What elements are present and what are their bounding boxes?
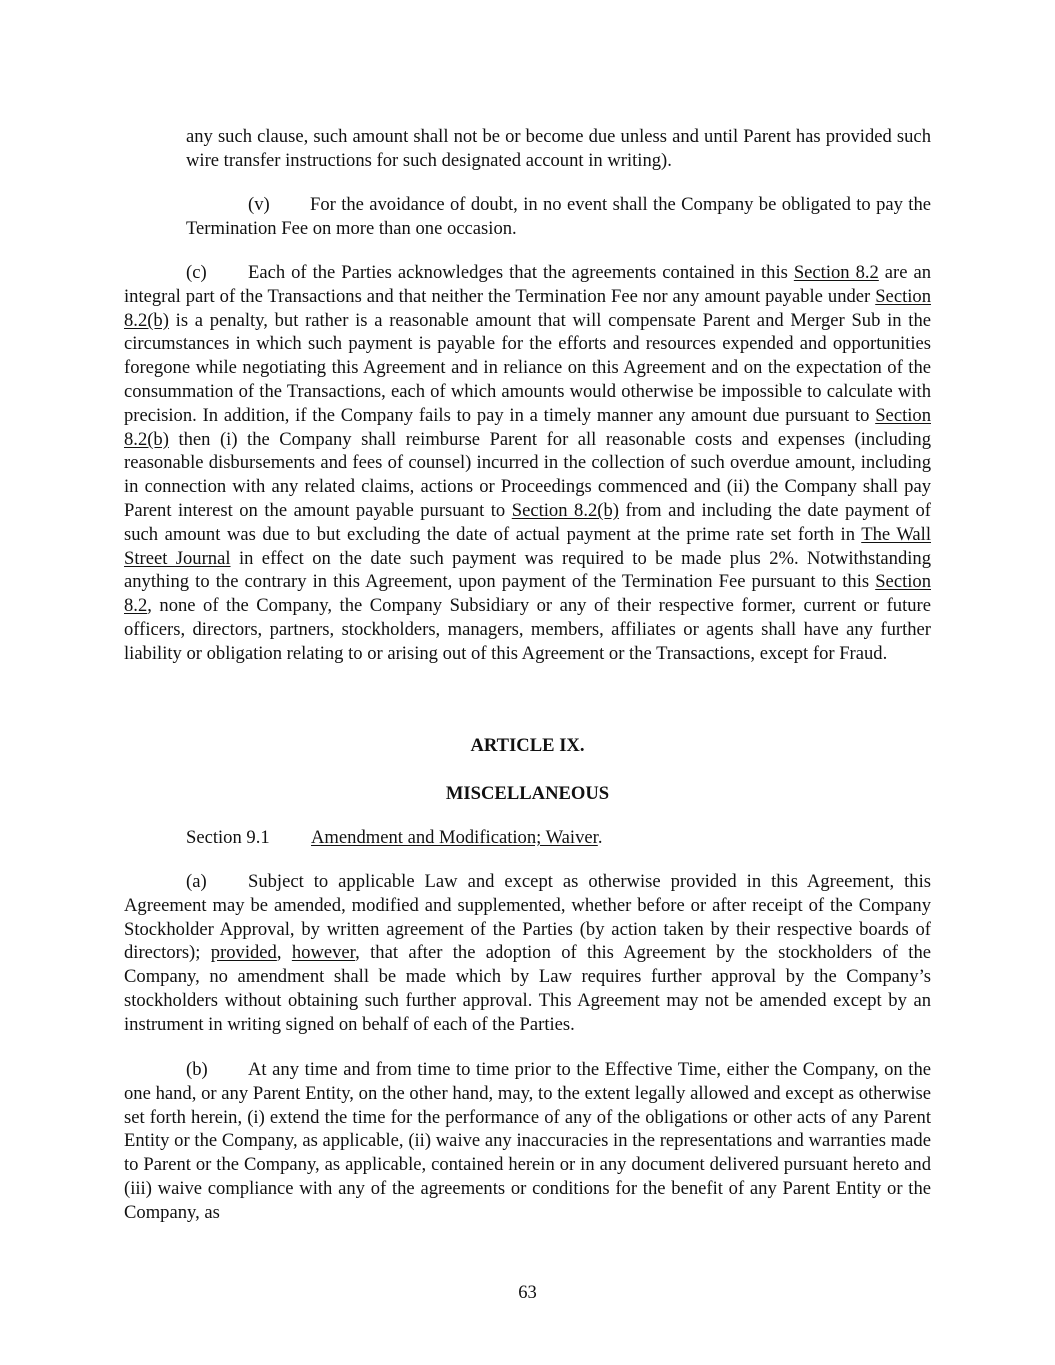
publication-ref-wsj: The Wall Street Journal — [124, 523, 931, 569]
paragraph-v — [186, 193, 931, 241]
term-provided: provided — [210, 942, 277, 964]
paragraph-continuation: any such clause, such amount shall not be or become due unless and until Parent has provided such wire transfer instructions for such designated account in writing). — [186, 126, 931, 171]
paragraph-c-text-6: in effect on the date such payment was required to be made plus 2%. Notwithstanding anything to the contrary in this Agreement, upon payment of the Termination Fee pursuant to this — [124, 547, 931, 593]
paragraph-c-text-5: from and including the date payment of such amount was due to but excluding the date of actual payment at the prime rate set forth in — [124, 499, 932, 545]
paragraph-v-text: For the avoidance of doubt, in no event shall the Company be obligated to pay the Termination Fee on more than one occasion. — [186, 194, 931, 239]
paragraph-v-label: (v) — [248, 194, 270, 215]
term-however: however — [291, 942, 356, 964]
paragraph-c — [124, 261, 931, 666]
section-label: Section 9.1 — [186, 827, 270, 848]
paragraph-b — [124, 1058, 931, 1225]
paragraph-c-text-4: then (i) the Company shall reimburse Parent for all reasonable costs and expenses (including reasonable disbursements and fees of counsel) incurred in the collection of such overdue amount, including in connection with any related claims, actions or Proceedings commenced and (ii) the Company shall pay Parent interest on the amount payable pursuant to — [124, 428, 931, 521]
paragraph-c-text-1: Each of the Parties acknowledges that the agreements contained in this — [248, 262, 794, 283]
paragraph-c-text-3: is a penalty, but rather is a reasonable amount that will compensate Parent and Merger Sub in the circumstances in which such payment is payable for the efforts and resources expended and opportunities foregone while negotiating this Agreement and in reliance on this Agreement and on the expectation of the consummation of the Transactions, each of which amounts would otherwise be impossible to calculate with precision. In addition, if the Company fails to pay in a timely manner any amount due pursuant to — [124, 309, 931, 426]
section-ref-8-2: Section 8.2 — [124, 571, 931, 617]
paragraph-a-comma: , — [276, 942, 292, 964]
section-ref-8-2-b: Section 8.2(b) — [511, 499, 619, 521]
paragraph-c-text-7: , none of the Company, the Company Subsidiary or any of their respective former, current or future officers, directors, partners, stockholders, managers, members, affiliates or agents shall have any further liability or obligation relating to or arising out of this Agreement or the Transactions, except for Fraud. — [124, 595, 931, 664]
paragraph-a-text-2: , that after the adoption of this Agreement by the stockholders of the Company, no amendment shall be made which by Law requires further approval by the Company’s stockholders without obtaining such further approval. This Agreement may not be amended except by an instrument in writing signed on behalf of each of the Parties. — [124, 942, 931, 1035]
paragraph-a-label: (a) — [186, 871, 207, 892]
article-title: MISCELLANEOUS — [445, 783, 610, 804]
paragraph-c-text-2: are an integral part of the Transactions and that neither the Termination Fee nor any amount payable under — [124, 262, 931, 307]
page-number: 63 — [518, 1282, 537, 1303]
section-ref-8-2-b: Section 8.2(b) — [124, 404, 931, 450]
section-title-period: . — [597, 827, 603, 848]
section-ref-8-2-b: Section 8.2(b) — [124, 285, 931, 331]
section-title: Amendment and Modification; Waiver — [311, 827, 598, 848]
paragraph-a-text-1: Subject to applicable Law and except as otherwise provided in this Agreement, this Agreement may be amended, modified and supplemented, whether before or after receipt of the Company Stockholder Approval, by written agreement of the Parties (by action taken by their respective boards of directors); — [124, 871, 931, 964]
paragraph-c-label: (c) — [186, 262, 207, 283]
section-heading — [186, 826, 602, 850]
paragraph-b-text: At any time and from time to time prior to the Effective Time, either the Company, on the one hand, or any Parent Entity, on the other hand, may, to the extent legally allowed and except as otherwise set forth herein, (i) extend the time for the performance of any of the obligations or other acts of any Parent Entity or the Company, as applicable, (ii) waive any inaccuracies in the representations and warranties made to Parent or the Company, as applicable, contained herein or in any document delivered pursuant hereto and (iii) waive compliance with any of the agreements or conditions for the benefit of any Parent Entity or the Company, as — [124, 1059, 931, 1223]
section-ref-8-2: Section 8.2 — [793, 262, 879, 283]
article-number: ARTICLE IX. — [470, 735, 585, 756]
paragraph-a — [124, 870, 931, 1037]
paragraph-b-label: (b) — [186, 1059, 208, 1080]
